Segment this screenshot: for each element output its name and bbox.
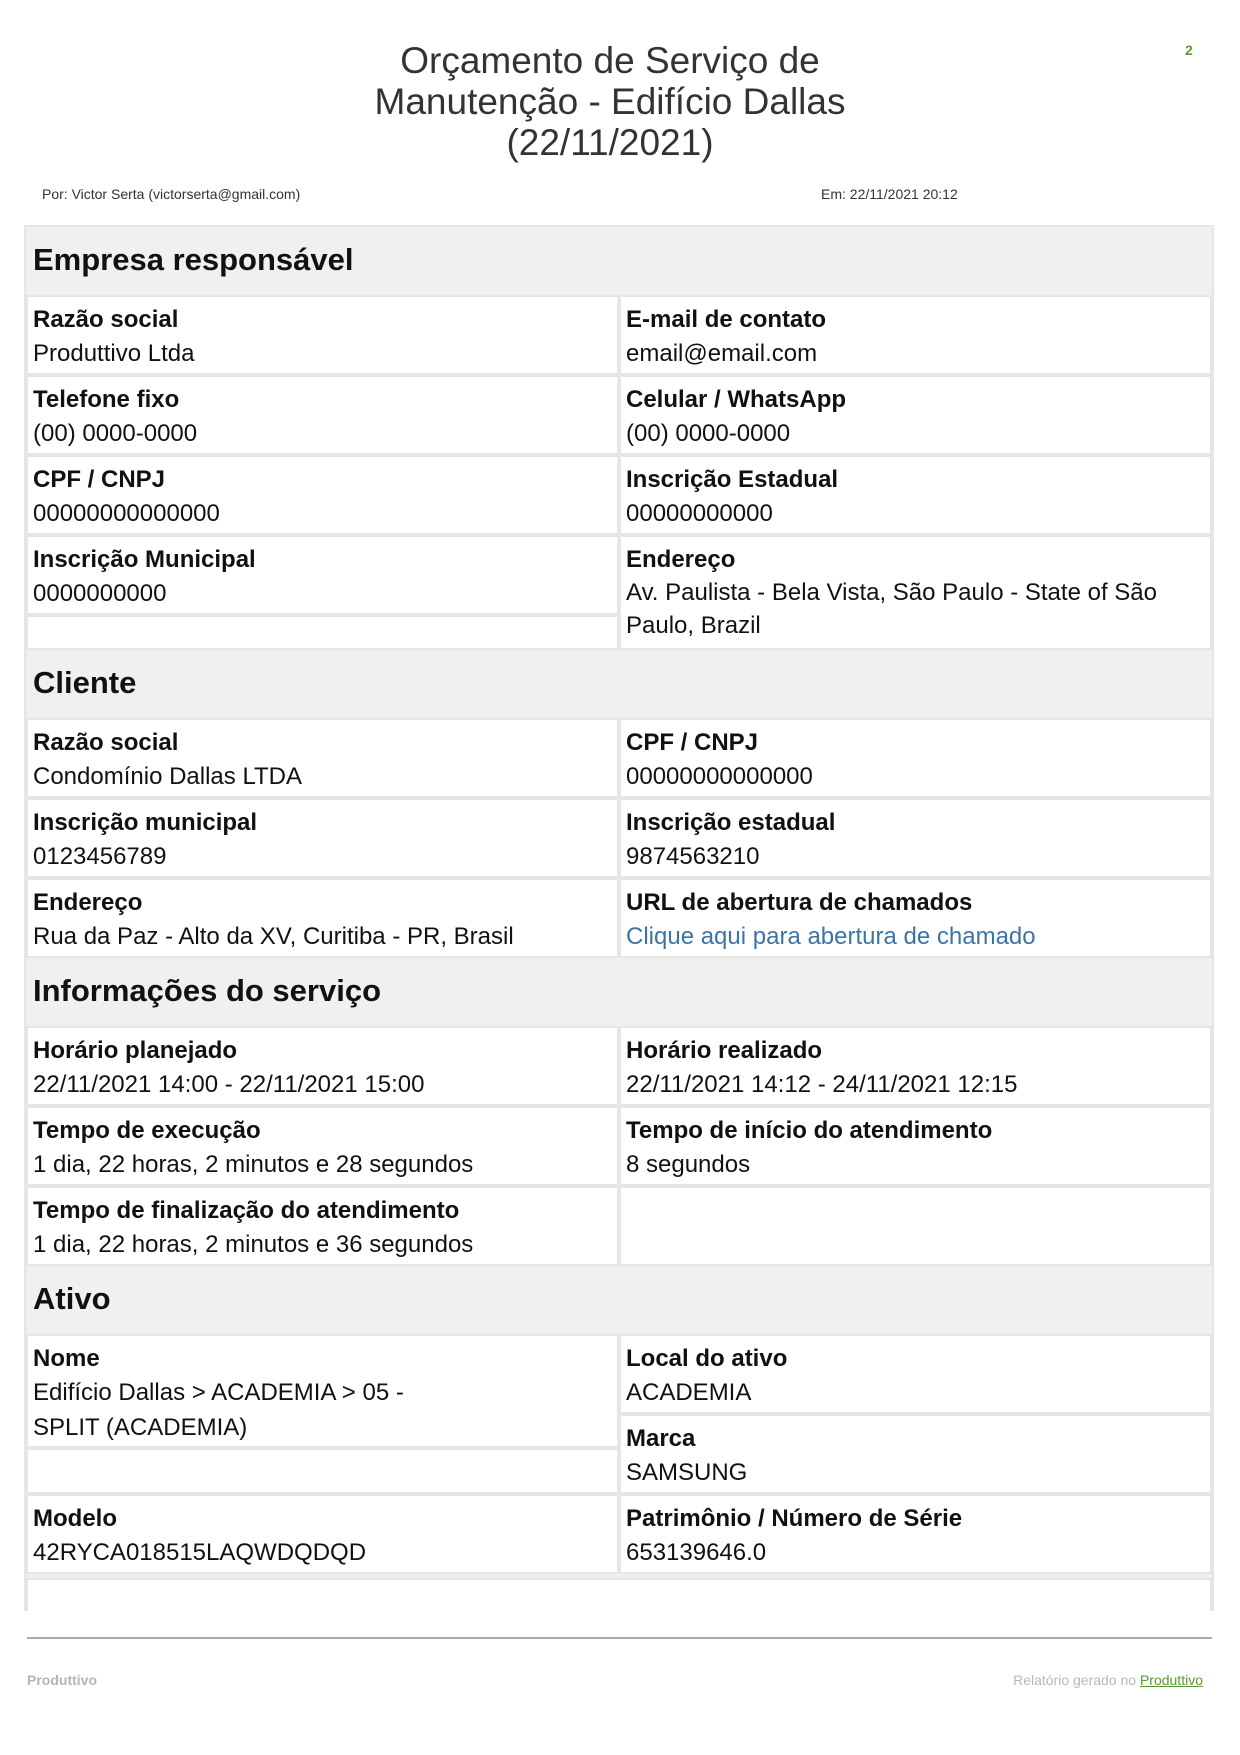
title-line-2: Manutenção - Edifício Dallas bbox=[374, 81, 846, 122]
field-label: Local do ativo bbox=[626, 1345, 788, 1372]
field-label: Patrimônio / Número de Série bbox=[626, 1505, 963, 1532]
field-value: 1 dia, 22 horas, 2 minutos e 36 segundos bbox=[33, 1231, 474, 1258]
section-title-client: Cliente bbox=[33, 665, 137, 700]
service-grid bbox=[26, 1026, 1212, 1266]
field-value: email@email.com bbox=[626, 340, 818, 367]
field-label: Razão social bbox=[33, 729, 179, 756]
field-client-ticket-url bbox=[619, 878, 1212, 958]
field-label: Celular / WhatsApp bbox=[626, 386, 847, 413]
field-value: Av. Paulista - Bela Vista, São Paulo - State of São Paulo, Brazil bbox=[626, 579, 1157, 639]
field-company-cnpj bbox=[26, 455, 619, 535]
field-asset-name bbox=[26, 1334, 619, 1448]
field-company-address bbox=[619, 535, 1212, 650]
field-label: Horário realizado bbox=[626, 1037, 823, 1064]
field-value: (00) 0000-0000 bbox=[626, 420, 791, 447]
field-value: Edifício Dallas > ACADEMIA > 05 - SPLIT (ACADEMIA) bbox=[33, 1379, 404, 1441]
field-value: 00000000000000 bbox=[626, 763, 813, 790]
field-label: Endereço bbox=[33, 889, 143, 916]
field-finish-time bbox=[26, 1186, 619, 1266]
field-client-municipal-registration bbox=[26, 798, 619, 878]
field-label: Tempo de finalização do atendimento bbox=[33, 1197, 460, 1224]
page-number: 2 bbox=[1185, 42, 1193, 58]
field-asset-brand bbox=[619, 1414, 1212, 1494]
field-value: 653139646.0 bbox=[626, 1539, 767, 1566]
field-label: Inscrição estadual bbox=[626, 809, 836, 836]
field-company-state-registration bbox=[619, 455, 1212, 535]
field-label: E-mail de contato bbox=[626, 306, 827, 333]
field-client-name bbox=[26, 718, 619, 798]
field-value: 22/11/2021 14:12 - 24/11/2021 12:15 bbox=[626, 1071, 1018, 1098]
field-label: CPF / CNPJ bbox=[33, 466, 166, 493]
field-company-name bbox=[26, 295, 619, 375]
field-label: URL de abertura de chamados bbox=[626, 889, 973, 916]
field-label: Tempo de início do atendimento bbox=[626, 1117, 993, 1144]
field-label: CPF / CNPJ bbox=[626, 729, 759, 756]
empty-cell bbox=[26, 1448, 619, 1494]
footer-produttivo-link[interactable]: Produttivo bbox=[1139, 1672, 1203, 1688]
footer-brand: Produttivo bbox=[27, 1672, 97, 1688]
field-client-state-registration bbox=[619, 798, 1212, 878]
field-value: Condomínio Dallas LTDA bbox=[33, 763, 303, 790]
empty-cell bbox=[26, 615, 619, 650]
field-value: Rua da Paz - Alto da XV, Curitiba - PR, Brasil bbox=[33, 923, 514, 950]
field-label: Inscrição municipal bbox=[33, 809, 258, 836]
field-company-phone bbox=[26, 375, 619, 455]
open-ticket-link[interactable]: Clique aqui para abertura de chamado bbox=[626, 923, 1036, 950]
field-label: Tempo de execução bbox=[33, 1117, 261, 1144]
author-info: Por: Victor Serta (victorserta@gmail.com) bbox=[42, 186, 301, 202]
section-title-service: Informações do serviço bbox=[33, 973, 382, 1008]
field-company-email bbox=[619, 295, 1212, 375]
title-line-3: (22/11/2021) bbox=[506, 122, 714, 163]
asset-grid bbox=[26, 1334, 1212, 1574]
field-label: Horário planejado bbox=[33, 1037, 238, 1064]
field-asset-serial bbox=[619, 1494, 1212, 1574]
field-company-mobile bbox=[619, 375, 1212, 455]
field-label: Nome bbox=[33, 1345, 100, 1372]
field-execution-time bbox=[26, 1106, 619, 1186]
field-label: Endereço bbox=[626, 546, 736, 573]
footer-generated-prefix: Relatório gerado no bbox=[1013, 1672, 1140, 1688]
company-grid bbox=[26, 295, 1212, 650]
field-planned-time bbox=[26, 1026, 619, 1106]
field-label: Inscrição Estadual bbox=[626, 466, 839, 493]
company-left-column bbox=[26, 535, 619, 650]
field-label: Inscrição Municipal bbox=[33, 546, 256, 573]
field-start-time bbox=[619, 1106, 1212, 1186]
field-value: 1 dia, 22 horas, 2 minutos e 28 segundos bbox=[33, 1151, 474, 1178]
field-client-address bbox=[26, 878, 619, 958]
asset-right-column bbox=[619, 1334, 1212, 1494]
field-value: 22/11/2021 14:00 - 22/11/2021 15:00 bbox=[33, 1071, 425, 1098]
field-label: Modelo bbox=[33, 1505, 117, 1532]
field-value: 8 segundos bbox=[626, 1151, 751, 1178]
field-asset-model bbox=[26, 1494, 619, 1574]
empty-cell bbox=[619, 1186, 1212, 1266]
field-value: 0000000000 bbox=[33, 580, 167, 607]
report-body bbox=[24, 225, 1214, 1611]
client-grid bbox=[26, 718, 1212, 958]
asset-left-column bbox=[26, 1334, 619, 1494]
field-value: (00) 0000-0000 bbox=[33, 420, 198, 447]
field-company-municipal-registration bbox=[26, 535, 619, 615]
footer-divider bbox=[27, 1637, 1212, 1639]
field-value: 0123456789 bbox=[33, 843, 167, 870]
generated-timestamp: Em: 22/11/2021 20:12 bbox=[821, 186, 958, 202]
field-client-cnpj bbox=[619, 718, 1212, 798]
section-title-asset: Ativo bbox=[33, 1281, 111, 1316]
field-asset-location bbox=[619, 1334, 1212, 1414]
title-line-1: Orçamento de Serviço de bbox=[400, 40, 820, 81]
section-title-company: Empresa responsável bbox=[33, 242, 354, 277]
field-value: ACADEMIA bbox=[626, 1379, 752, 1406]
field-value: 9874563210 bbox=[626, 843, 760, 870]
field-value: 42RYCA018515LAQWDQDQD bbox=[33, 1539, 367, 1566]
field-value: 00000000000 bbox=[626, 500, 773, 527]
field-value: 00000000000000 bbox=[33, 500, 220, 527]
continued-content bbox=[26, 1578, 1212, 1611]
field-actual-time bbox=[619, 1026, 1212, 1106]
footer-generated-by bbox=[1013, 1672, 1203, 1688]
field-value: Produttivo Ltda bbox=[33, 340, 195, 367]
field-value: SAMSUNG bbox=[626, 1459, 748, 1486]
page-title bbox=[310, 40, 910, 163]
field-label: Telefone fixo bbox=[33, 386, 180, 413]
field-label: Razão social bbox=[33, 306, 179, 333]
field-label: Marca bbox=[626, 1425, 696, 1452]
